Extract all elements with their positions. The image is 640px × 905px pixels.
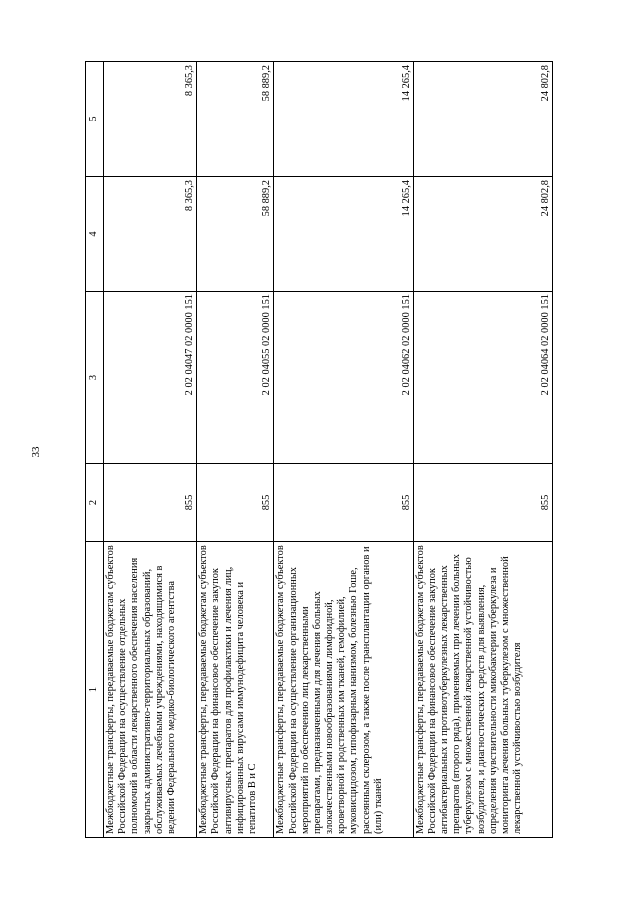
admin-code-cell: 855	[197, 464, 274, 542]
amount-cell: 8 365,3	[104, 177, 197, 292]
header-cell: 5	[86, 62, 104, 177]
table-rotation-frame	[85, 62, 553, 838]
amount-cell: 14 265,4	[274, 62, 413, 177]
description-cell: Межбюджетные трансферты, передаваемые бюджетам субъектов Российской Федерации на финансовое обеспечение закупок антивирусных препаратов для профилактики и лечения лиц, инфицированных вирусами иммунодефицита человека и гепатитов B и C	[197, 542, 274, 838]
kbk-code-cell: 2 02 04064 02 0000 151	[413, 292, 552, 464]
header-cell: 3	[86, 292, 104, 464]
table-row	[197, 62, 274, 838]
header-cell: 1	[86, 542, 104, 838]
amount-cell: 58 889,2	[197, 62, 274, 177]
kbk-code-cell: 2 02 04062 02 0000 151	[274, 292, 413, 464]
table-row	[413, 62, 552, 838]
header-cell: 4	[86, 177, 104, 292]
kbk-code-cell: 2 02 04055 02 0000 151	[197, 292, 274, 464]
table-landscape	[85, 62, 553, 838]
amount-cell: 8 365,3	[104, 62, 197, 177]
amount-cell: 24 802,8	[413, 62, 552, 177]
amount-cell: 24 802,8	[413, 177, 552, 292]
admin-code-cell: 855	[413, 464, 552, 542]
amount-cell: 58 889,2	[197, 177, 274, 292]
description-cell: Межбюджетные трансферты, передаваемые бюджетам субъектов Российской Федерации на осуществление организационных мероприятий по обеспечению лиц лекарственными препаратами, предназначенными для лечения больных злокачественными новообразованиями лимфоидной, кроветворной и родственных им тканей, гемофилией, муковисцидозом, гипофизарным нанизмом, болезнью Гоше, рассеянным склерозом, а также после трансплантации органов и (или) тканей	[274, 542, 413, 838]
page-number: 33	[30, 446, 42, 458]
table-row	[104, 62, 197, 838]
kbk-code-cell: 2 02 04047 02 0000 151	[104, 292, 197, 464]
admin-code-cell: 855	[274, 464, 413, 542]
description-cell: Межбюджетные трансферты, передаваемые бюджетам субъектов Российской Федерации на финансовое обеспечение закупок антибактериальных и противотуберкулезных лекарственных препаратов (второго ряда), применяемых при лечении больных туберкулезом с множественной лекарственной устойчивостью возбудителя, и диагностических средств для выявления, определения чувствительности микобактерии туберкулеза и мониторинга лечения больных туберкулезом с множественной лекарственной устойчивостью возбудителя	[413, 542, 552, 838]
description-cell: Межбюджетные трансферты, передаваемые бюджетам субъектов Российской Федерации на осуществление отдельных полномочий в области лекарственного обеспечения населения закрытых административно-территориальных образований, обслуживаемых лечебными учреждениями, находящимися в ведении Федерального медико-биологического агентства	[104, 542, 197, 838]
header-cell: 2	[86, 464, 104, 542]
budget-table	[85, 61, 553, 838]
header-row	[86, 62, 104, 838]
amount-cell: 14 265,4	[274, 177, 413, 292]
table-row	[274, 62, 413, 838]
admin-code-cell: 855	[104, 464, 197, 542]
